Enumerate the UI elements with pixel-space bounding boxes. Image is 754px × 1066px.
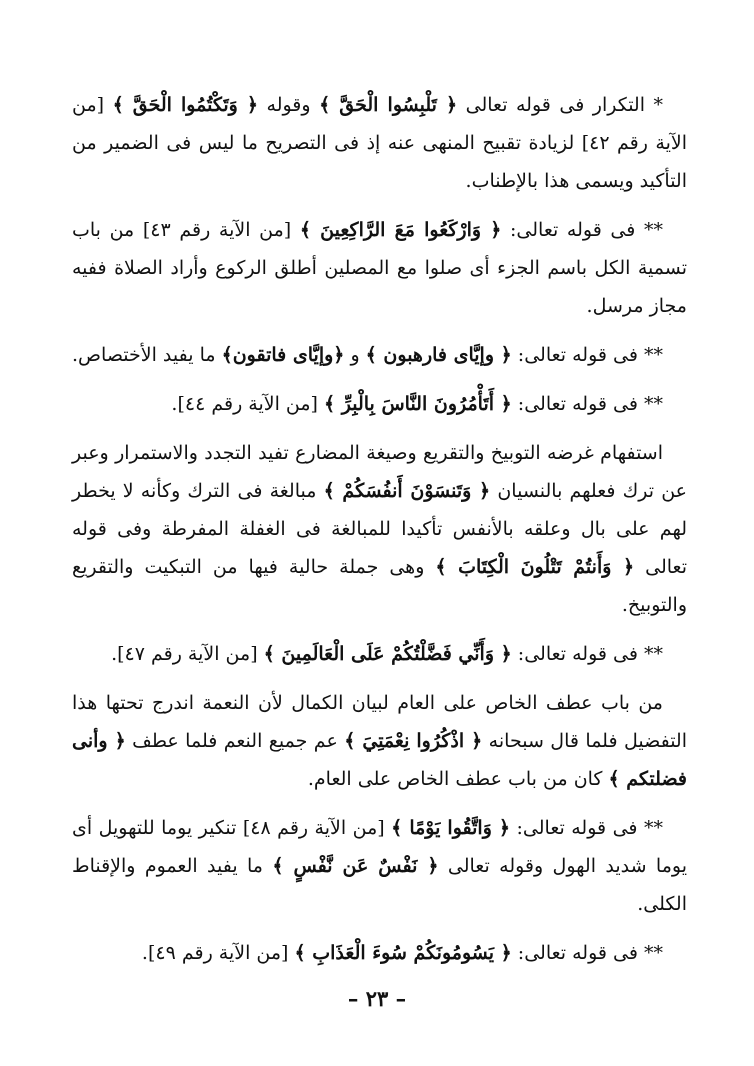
- quran-quote: ﴿ وَتَنسَوْنَ أَنفُسَكُمْ ﴾: [323, 480, 491, 502]
- paragraph-text: ** فى قوله تعالى:: [511, 393, 663, 415]
- quran-quote: ﴿وإيَّاى فاتقون﴾: [221, 344, 345, 366]
- paragraph-text: وهى جملة حالية فيها من التبكيت والتقريع والتوبيخ.: [72, 556, 687, 616]
- quran-quote: ﴿ وَأَنتُمْ تَتْلُونَ الْكِتَابَ ﴾: [435, 556, 635, 578]
- quran-quote: ﴿ تَلْبِسُوا الْحَقَّ ﴾: [319, 94, 458, 116]
- paragraph-text: [من الآية رقم ٤٢] لزيادة تقبيح المنهى عنه إذ فى التصريح ما ليس فى الضمير من التأكيد ويسمى هذا بالإطناب.: [72, 94, 687, 192]
- quran-quote: ﴿ نَفْسٌ عَن نَّفْسٍ ﴾: [272, 855, 439, 877]
- paragraph: [72, 211, 687, 325]
- paragraph-text: وقوله: [258, 94, 320, 116]
- paragraph-text: [من الآية رقم ٤٩].: [141, 942, 295, 964]
- quran-quote: ﴿ اذْكُرُوا نِعْمَتِيَ ﴾: [344, 730, 483, 752]
- paragraph-text: [من الآية رقم ٤٨] تنكير يوما للتهويل أى يوما شديد الهول وقوله تعالى: [72, 817, 687, 877]
- paragraph-text: ** فى قوله تعالى:: [511, 344, 663, 366]
- paragraph: [72, 635, 687, 673]
- paragraph-text: عم جميع النعم فلما عطف: [125, 730, 345, 752]
- paragraph-text: مبالغة فى الترك وكأنه لا يخطر لهم على بال وعلقه بالأنفس تأكيدا للمبالغة فى الغفلة المفرطة وفى قوله تعالى: [72, 480, 687, 578]
- paragraph-text: من باب عطف الخاص على العام لبيان الكمال لأن النعمة اندرج تحتها هذا التفضيل فلما قال سبحانه: [72, 692, 687, 752]
- quran-quote: ﴿ أَتَأْمُرُونَ النَّاسَ بِالْبِرِّ ﴾: [324, 393, 512, 415]
- paragraph-text: كان من باب عطف الخاص على العام.: [307, 768, 609, 790]
- paragraph-text: ** فى قوله تعالى:: [510, 817, 663, 839]
- paragraph-text: و: [344, 344, 366, 366]
- quran-quote: ﴿ وإيَّاى فارهبون ﴾: [365, 344, 512, 366]
- paragraph: [72, 385, 687, 423]
- paragraph-text: [من الآية رقم ٤٧].: [111, 643, 264, 665]
- paragraph: [72, 809, 687, 923]
- paragraph-text: [من الآية رقم ٤٣] من باب تسمية الكل باسم الجزء أى صلوا مع المصلين أطلق الركوع وأراد الصلاة ففيه مجاز مرسل.: [72, 219, 687, 317]
- page-number: – ٢٣ –: [347, 986, 407, 1011]
- paragraph-text: * التكرار فى قوله تعالى: [457, 94, 664, 116]
- paragraph: [72, 684, 687, 798]
- paragraph-text: ** فى قوله تعالى:: [511, 643, 663, 665]
- quran-quote: ﴿ وَارْكَعُوا مَعَ الرَّاكِعِينَ ﴾: [299, 219, 502, 241]
- quran-quote: ﴿ وأنى فضلتكم ﴾: [72, 730, 687, 790]
- page-body: [72, 86, 687, 983]
- paragraph: [72, 434, 687, 624]
- paragraph-text: استفهام غرضه التوبيخ والتقريع وصيغة المضارع تفيد التجدد والاستمرار وعبر عن ترك فعلهم بالنسيان: [72, 442, 688, 502]
- paragraph-text: ** فى قوله تعالى:: [501, 219, 663, 241]
- paragraph-text: ما يفيد الأختصاص.: [72, 344, 222, 366]
- paragraph: [72, 934, 687, 972]
- paragraph-text: ما يفيد العموم والإقناط الكلى.: [72, 855, 687, 915]
- paragraph: [72, 336, 687, 374]
- quran-quote: ﴿ وَاتَّقُوا يَوْمًا ﴾: [391, 817, 511, 839]
- quran-quote: ﴿ يَسُومُونَكُمْ سُوءَ الْعَذَابِ ﴾: [294, 942, 512, 964]
- quran-quote: ﴿ وَتَكْتُمُوا الْحَقَّ ﴾: [112, 94, 259, 116]
- paragraph-text: [من الآية رقم ٤٤].: [171, 393, 325, 415]
- paragraph-text: ** فى قوله تعالى:: [511, 942, 663, 964]
- quran-quote: ﴿ وَأَنِّي فَضَّلْتُكُمْ عَلَى الْعَالَمِينَ ﴾: [263, 643, 512, 665]
- paragraph: [72, 86, 687, 200]
